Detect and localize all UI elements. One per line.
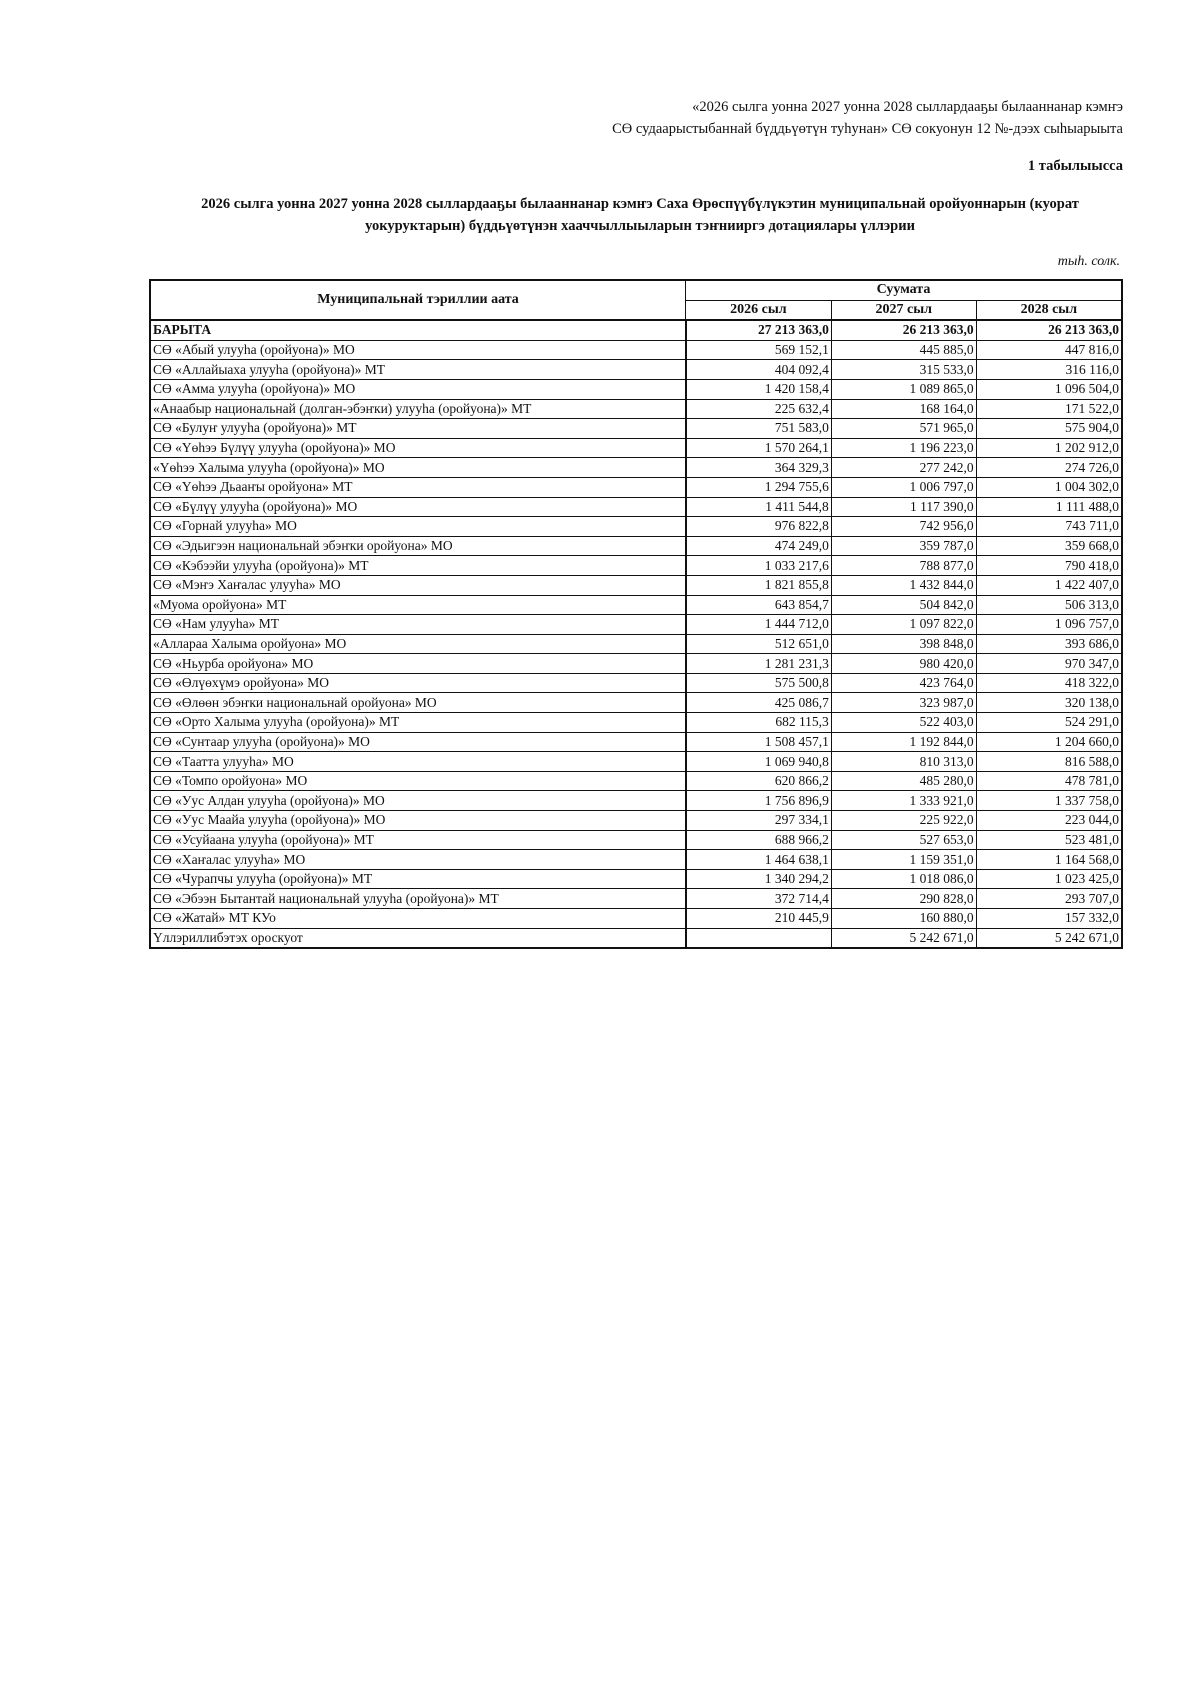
row-value-2027: 1 196 223,0 xyxy=(831,438,976,458)
row-value-2027: 1 089 865,0 xyxy=(831,379,976,399)
row-value-2027: 1 006 797,0 xyxy=(831,477,976,497)
row-value-2027: 423 764,0 xyxy=(831,673,976,693)
row-value-2026: 1 069 940,8 xyxy=(686,752,832,772)
row-value-2028: 393 686,0 xyxy=(976,634,1122,654)
row-value-2026: 1 570 264,1 xyxy=(686,438,832,458)
row-value-2027: 1 018 086,0 xyxy=(831,869,976,889)
row-name: СӨ «Амма улууһа (оройуона)» МО xyxy=(150,379,686,399)
row-value-2026: 575 500,8 xyxy=(686,673,832,693)
table-row-total xyxy=(150,320,1122,340)
table-row xyxy=(150,634,1122,654)
table-number: 1 табылыысса xyxy=(1027,158,1123,174)
row-value-2026: 512 651,0 xyxy=(686,634,832,654)
row-value-2027: 522 403,0 xyxy=(831,713,976,733)
row-name: СӨ «Эбээн Бытантай национальнай улууһа (оройуона)» МТ xyxy=(150,889,686,909)
row-value-2026: 474 249,0 xyxy=(686,536,832,556)
row-value-2027: 742 956,0 xyxy=(831,517,976,537)
header-note xyxy=(612,96,1123,140)
table-row xyxy=(150,713,1122,733)
row-value-2027: 1 117 390,0 xyxy=(831,497,976,517)
units-label: тыһ. солк. xyxy=(1057,254,1120,269)
header-note-line1: «2026 сылга уонна 2027 уонна 2028 сыллардааҕы былааннанар кэмҥэ xyxy=(692,99,1123,115)
row-value-2026: 1 281 231,3 xyxy=(686,654,832,674)
row-value-2027: 290 828,0 xyxy=(831,889,976,909)
row-name: СӨ «Томпо оройуона» МО xyxy=(150,771,686,791)
row-name: СӨ «Жатай» МТ КУо xyxy=(150,909,686,929)
row-value-2026: 1 340 294,2 xyxy=(686,869,832,889)
table-row xyxy=(150,340,1122,360)
row-name: СӨ «Усуйаана улууһа (оройуона)» МТ xyxy=(150,830,686,850)
row-name: СӨ «Кэбээйи улууһа (оройуона)» МТ xyxy=(150,556,686,576)
row-value-2026: 620 866,2 xyxy=(686,771,832,791)
row-name: СӨ «Чурапчы улууһа (оройуона)» МТ xyxy=(150,869,686,889)
row-name: СӨ «Аллайыаха улууһа (оройуона)» МТ xyxy=(150,360,686,380)
table-row xyxy=(150,791,1122,811)
table-row xyxy=(150,556,1122,576)
row-value-2028: 1 164 568,0 xyxy=(976,850,1122,870)
row-value-2028: 743 711,0 xyxy=(976,517,1122,537)
row-name: СӨ «Хаҥалас улууһа» МО xyxy=(150,850,686,870)
row-name: СӨ «Булуҥ улууһа (оройуона)» МТ xyxy=(150,419,686,439)
row-value-2026: 751 583,0 xyxy=(686,419,832,439)
row-value-2026: 372 714,4 xyxy=(686,889,832,909)
table-row xyxy=(150,811,1122,831)
row-name: СӨ «Эдьигээн национальнай эбэҥки оройуона» МО xyxy=(150,536,686,556)
row-value-2027: 1 097 822,0 xyxy=(831,615,976,635)
row-value-2027: 277 242,0 xyxy=(831,458,976,478)
table-row xyxy=(150,497,1122,517)
row-value-2027: 527 653,0 xyxy=(831,830,976,850)
row-value-2028: 359 668,0 xyxy=(976,536,1122,556)
row-name: СӨ «Абый улууһа (оройуона)» МО xyxy=(150,340,686,360)
row-value-2028: 5 242 671,0 xyxy=(976,928,1122,948)
row-value-2028: 524 291,0 xyxy=(976,713,1122,733)
table-row xyxy=(150,869,1122,889)
row-value-2028: 790 418,0 xyxy=(976,556,1122,576)
table-row xyxy=(150,458,1122,478)
document-title-line1: 2026 сылга уонна 2027 уонна 2028 сыллардааҕы былааннанар кэмҥэ Саха Өрөспүүбүлүкэтин муниципальнай оройуоннарын (куорат xyxy=(201,196,1079,212)
row-value-2026: 1 508 457,1 xyxy=(686,732,832,752)
row-value-2028: 970 347,0 xyxy=(976,654,1122,674)
row-value-2028: 1 111 488,0 xyxy=(976,497,1122,517)
row-value-2028: 506 313,0 xyxy=(976,595,1122,615)
row-value-2026: 210 445,9 xyxy=(686,909,832,929)
row-name: СӨ «Үөһээ Дьааҥы оройуона» МТ xyxy=(150,477,686,497)
row-value-2028: 575 904,0 xyxy=(976,419,1122,439)
document-title xyxy=(150,193,1130,237)
table-row xyxy=(150,830,1122,850)
row-name: СӨ «Уус Алдан улууһа (оройуона)» МО xyxy=(150,791,686,811)
row-value-2027: 168 164,0 xyxy=(831,399,976,419)
header-year-2027: 2027 сыл xyxy=(831,300,976,320)
row-value-2027: 485 280,0 xyxy=(831,771,976,791)
row-name: СӨ «Мэҥэ Хаҥалас улууһа» МО xyxy=(150,575,686,595)
row-value-2028: 1 202 912,0 xyxy=(976,438,1122,458)
row-value-2027: 359 787,0 xyxy=(831,536,976,556)
row-value-2027: 1 432 844,0 xyxy=(831,575,976,595)
row-name: СӨ «Таатта улууһа» МО xyxy=(150,752,686,772)
row-value-2028: 1 337 758,0 xyxy=(976,791,1122,811)
row-value-2028: 447 816,0 xyxy=(976,340,1122,360)
row-value-2027: 5 242 671,0 xyxy=(831,928,976,948)
row-name: СӨ «Уус Маайа улууһа (оройуона)» МО xyxy=(150,811,686,831)
row-value-2028: 1 096 757,0 xyxy=(976,615,1122,635)
row-value-2028: 478 781,0 xyxy=(976,771,1122,791)
table-row xyxy=(150,673,1122,693)
row-value-2027: 504 842,0 xyxy=(831,595,976,615)
table-row xyxy=(150,379,1122,399)
table-row xyxy=(150,477,1122,497)
row-value-2028: 1 004 302,0 xyxy=(976,477,1122,497)
row-value-2027: 398 848,0 xyxy=(831,634,976,654)
row-value-2026: 1 294 755,6 xyxy=(686,477,832,497)
row-name: СӨ «Үөһээ Бүлүү улууһа (оройуона)» МО xyxy=(150,438,686,458)
table-body xyxy=(150,320,1122,948)
row-value-2027: 1 159 351,0 xyxy=(831,850,976,870)
table-row xyxy=(150,771,1122,791)
row-value-2028: 523 481,0 xyxy=(976,830,1122,850)
row-value-2026: 976 822,8 xyxy=(686,517,832,537)
table-header xyxy=(150,280,1122,320)
row-name: СӨ «Горнай улууһа» МО xyxy=(150,517,686,537)
row-value-2027: 160 880,0 xyxy=(831,909,976,929)
row-value-2026: 1 756 896,9 xyxy=(686,791,832,811)
row-name: «Үөһээ Халыма улууһа (оройуона)» МО xyxy=(150,458,686,478)
table-row xyxy=(150,360,1122,380)
row-value-2027: 788 877,0 xyxy=(831,556,976,576)
row-value-2027: 225 922,0 xyxy=(831,811,976,831)
row-value-2028: 1 204 660,0 xyxy=(976,732,1122,752)
table-row xyxy=(150,693,1122,713)
row-value-2026: 1 444 712,0 xyxy=(686,615,832,635)
row-value-2026: 1 420 158,4 xyxy=(686,379,832,399)
total-2027: 26 213 363,0 xyxy=(831,320,976,340)
row-value-2026: 364 329,3 xyxy=(686,458,832,478)
table-row xyxy=(150,615,1122,635)
row-value-2027: 980 420,0 xyxy=(831,654,976,674)
row-name: СӨ «Ньурба оройуона» МО xyxy=(150,654,686,674)
header-name-column: Муниципальнай тэриллии аата xyxy=(150,280,686,320)
row-value-2026: 1 821 855,8 xyxy=(686,575,832,595)
row-value-2026: 1 411 544,8 xyxy=(686,497,832,517)
row-name: «Аллараа Халыма оройуона» МО xyxy=(150,634,686,654)
total-2026: 27 213 363,0 xyxy=(686,320,832,340)
row-value-2028: 316 116,0 xyxy=(976,360,1122,380)
row-name: «Муома оройуона» МТ xyxy=(150,595,686,615)
table-row xyxy=(150,536,1122,556)
row-value-2028: 274 726,0 xyxy=(976,458,1122,478)
row-value-2026: 643 854,7 xyxy=(686,595,832,615)
row-name: СӨ «Сунтаар улууһа (оройуона)» МО xyxy=(150,732,686,752)
row-value-2026: 682 115,3 xyxy=(686,713,832,733)
table-row xyxy=(150,399,1122,419)
table-row xyxy=(150,419,1122,439)
table-row xyxy=(150,752,1122,772)
row-value-2026: 1 464 638,1 xyxy=(686,850,832,870)
row-name: «Анаабыр национальнай (долган-эбэҥки) улууһа (оройуона)» МТ xyxy=(150,399,686,419)
row-value-2028: 157 332,0 xyxy=(976,909,1122,929)
row-value-2027: 810 313,0 xyxy=(831,752,976,772)
row-value-2026: 1 033 217,6 xyxy=(686,556,832,576)
header-sum-group: Суумата xyxy=(686,280,1123,300)
row-value-2026: 688 966,2 xyxy=(686,830,832,850)
table-row xyxy=(150,850,1122,870)
row-name: СӨ «Орто Халыма улууһа (оройуона)» МТ xyxy=(150,713,686,733)
header-year-2028: 2028 сыл xyxy=(976,300,1122,320)
table-row xyxy=(150,909,1122,929)
row-value-2028: 320 138,0 xyxy=(976,693,1122,713)
row-value-2026 xyxy=(686,928,832,948)
header-note-line2: СӨ судаарыстыбаннай бүддьүөтүн туһунан» СӨ сокуонун 12 №-дээх сыһыарыыта xyxy=(612,121,1123,137)
row-value-2027: 1 333 921,0 xyxy=(831,791,976,811)
row-value-2026: 225 632,4 xyxy=(686,399,832,419)
row-value-2027: 1 192 844,0 xyxy=(831,732,976,752)
header-year-2026: 2026 сыл xyxy=(686,300,832,320)
row-value-2027: 323 987,0 xyxy=(831,693,976,713)
table-row xyxy=(150,517,1122,537)
dotation-table xyxy=(149,279,1123,949)
table-row xyxy=(150,575,1122,595)
row-value-2026: 569 152,1 xyxy=(686,340,832,360)
total-label: БАРЫТА xyxy=(150,320,686,340)
row-value-2027: 445 885,0 xyxy=(831,340,976,360)
row-value-2028: 1 096 504,0 xyxy=(976,379,1122,399)
row-name: СӨ «Бүлүү улууһа (оройуона)» МО xyxy=(150,497,686,517)
table-row xyxy=(150,654,1122,674)
row-value-2026: 425 086,7 xyxy=(686,693,832,713)
row-value-2028: 293 707,0 xyxy=(976,889,1122,909)
table-row xyxy=(150,928,1122,948)
row-value-2028: 223 044,0 xyxy=(976,811,1122,831)
row-value-2026: 297 334,1 xyxy=(686,811,832,831)
row-name: СӨ «Өлөөн эбэҥки национальнай оройуона» МО xyxy=(150,693,686,713)
document-title-line2: уокуруктарын) бүддьүөтүнэн хааччыллыыларын тэҥнииргэ дотациялары үллэрии xyxy=(365,218,915,234)
table-row xyxy=(150,732,1122,752)
row-value-2027: 571 965,0 xyxy=(831,419,976,439)
row-value-2028: 816 588,0 xyxy=(976,752,1122,772)
row-value-2028: 171 522,0 xyxy=(976,399,1122,419)
row-name: Үллэриллибэтэх ороскуот xyxy=(150,928,686,948)
row-value-2026: 404 092,4 xyxy=(686,360,832,380)
row-name: СӨ «Өлүөхүмэ оройуона» МО xyxy=(150,673,686,693)
table-row xyxy=(150,438,1122,458)
row-value-2028: 1 422 407,0 xyxy=(976,575,1122,595)
row-value-2027: 315 533,0 xyxy=(831,360,976,380)
row-name: СӨ «Нам улууһа» МТ xyxy=(150,615,686,635)
table-header-row xyxy=(150,280,1122,300)
row-value-2028: 1 023 425,0 xyxy=(976,869,1122,889)
row-value-2028: 418 322,0 xyxy=(976,673,1122,693)
table-row xyxy=(150,595,1122,615)
table-row xyxy=(150,889,1122,909)
total-2028: 26 213 363,0 xyxy=(976,320,1122,340)
